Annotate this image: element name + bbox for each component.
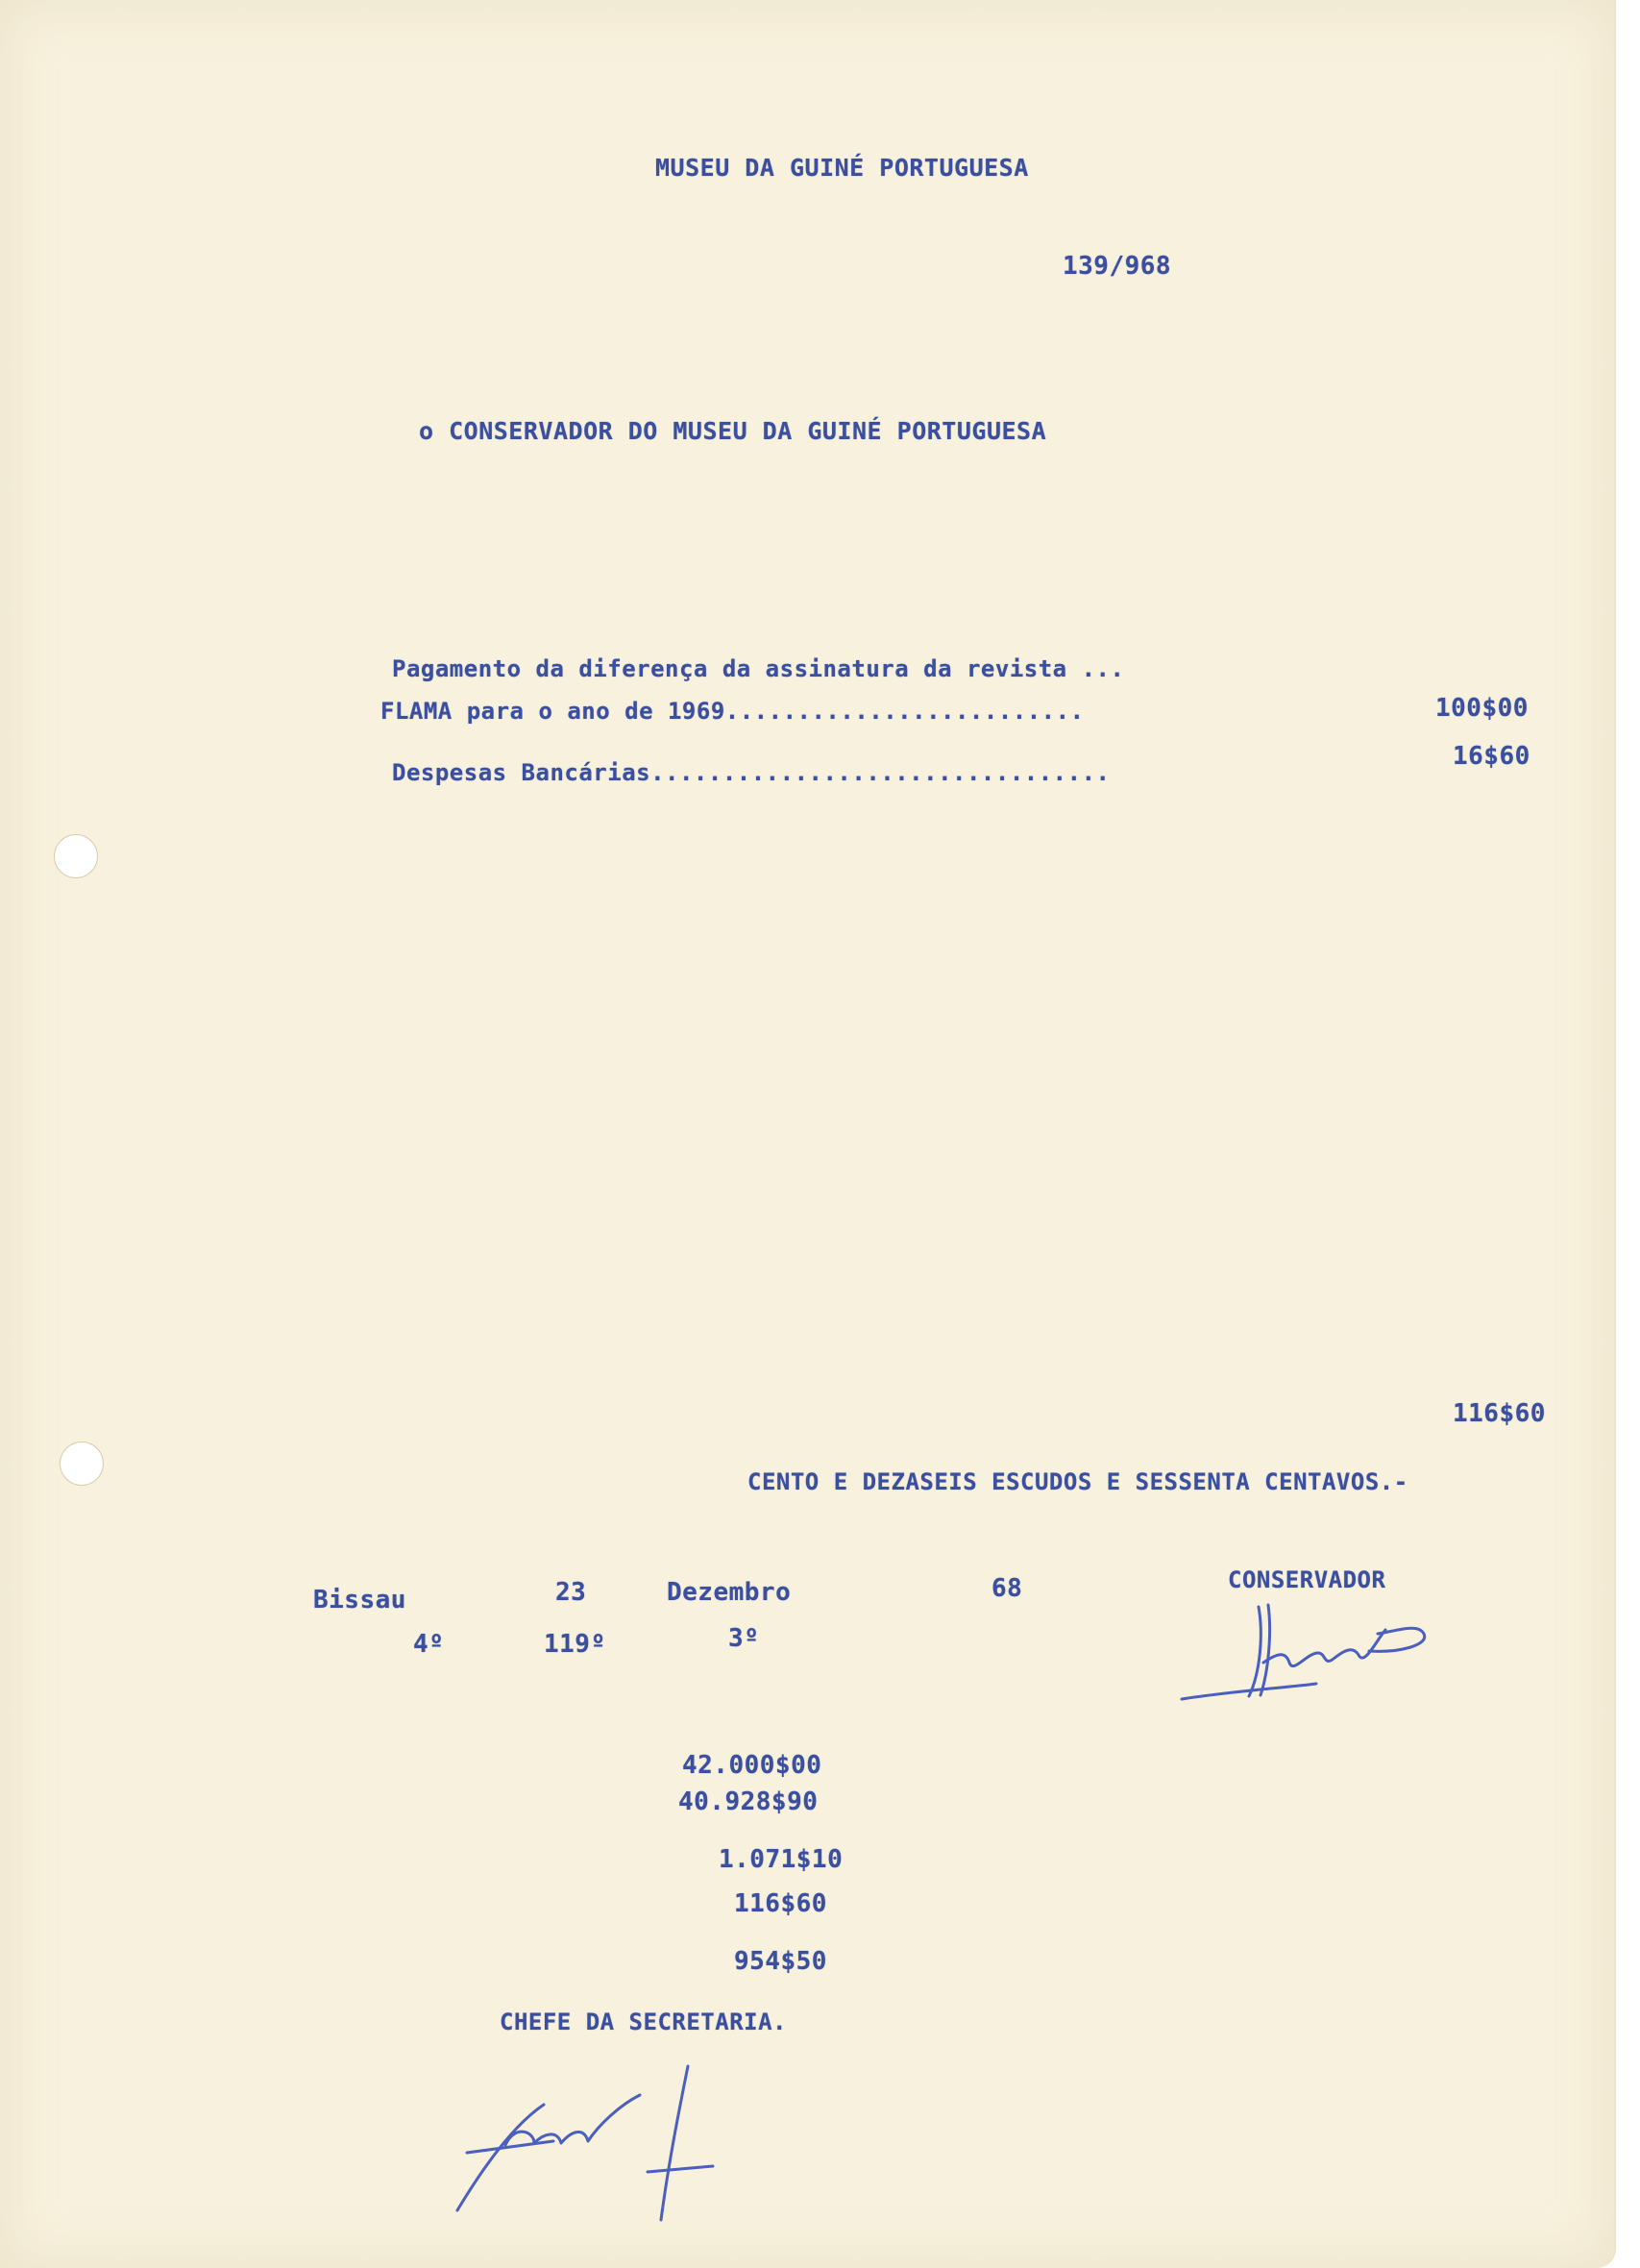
museum-heading: MUSEU DA GUINÉ PORTUGUESA: [655, 154, 1029, 182]
item-description-line-2: FLAMA para o ano de 1969.........................: [380, 698, 1085, 725]
ledger-value-2: 40.928$90: [678, 1787, 819, 1816]
total-amount: 116$60: [1453, 1399, 1546, 1428]
punch-hole-lower: [60, 1442, 104, 1486]
date-year: 68: [991, 1574, 1023, 1603]
code-3: 3º: [728, 1624, 760, 1653]
item-amount-2: 16$60: [1453, 742, 1530, 771]
ledger-value-3: 1.071$10: [719, 1845, 844, 1874]
addressee-line: o CONSERVADOR DO MUSEU DA GUINÉ PORTUGUESA: [419, 417, 1047, 445]
code-2: 119º: [544, 1630, 606, 1659]
item-description-line-3: Despesas Bancárias................................: [392, 759, 1111, 786]
item-description-line-1: Pagamento da diferença da assinatura da revista ...: [392, 655, 1125, 682]
total-in-words: CENTO E DEZASEIS ESCUDOS E SESSENTA CENTAVOS.-: [747, 1468, 1408, 1495]
chefe-secretaria-title: CHEFE DA SECRETARIA.: [500, 2009, 787, 2035]
punch-hole-upper: [54, 834, 98, 878]
code-1: 4º: [413, 1630, 445, 1659]
conservador-signature: [1172, 1595, 1460, 1730]
date-place: Bissau: [313, 1586, 406, 1615]
date-month: Dezembro: [667, 1578, 792, 1607]
ledger-value-1: 42.000$00: [682, 1751, 822, 1780]
chefe-signature: [438, 2057, 746, 2230]
item-amount-1: 100$00: [1435, 694, 1529, 723]
conservador-title: CONSERVADOR: [1228, 1566, 1386, 1593]
reference-number: 139/968: [1063, 252, 1172, 281]
ledger-value-5: 954$50: [734, 1947, 827, 1976]
ledger-value-4: 116$60: [734, 1889, 827, 1918]
date-day: 23: [555, 1578, 587, 1607]
